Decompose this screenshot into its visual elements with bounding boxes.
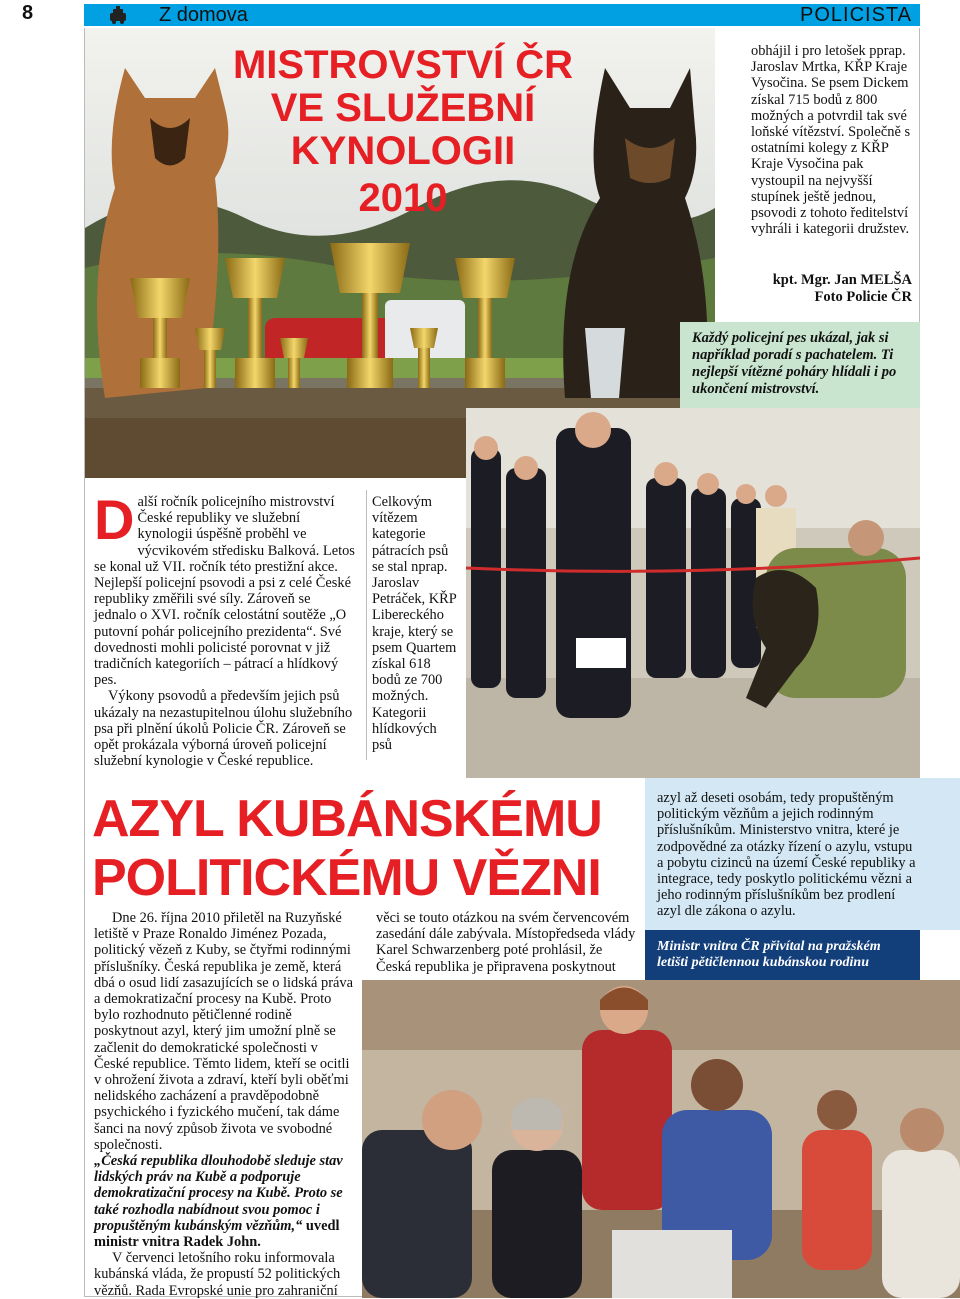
page-header xyxy=(22,2,920,26)
minister-family-photo xyxy=(362,980,960,1298)
article2-quote: „Česká republika dlouhodobě sleduje stav lidských práv na Kubě a podporuje demokratizační procesy na Kubě. Proto se také rozhodla nabídnout svou pomoc i propuštěným kubánským vězňům,“ xyxy=(94,1153,343,1234)
dog-training-photo xyxy=(466,408,920,778)
article2-col3-text: azyl až deseti osobám, tedy propuštěným politickým vězňům a jejich rodinným příslušníkům. Ministerstvo vnitra, které je zodpovědné za otázky řízení o azylu, vstupu a pobytu cizinců na území České republiky a integrace, tedy poskytlo politickému vězni a jeho rodinným příslušníkům bez prodlení azyl dle zákona o azylu. xyxy=(657,790,916,920)
article1-title-line: 2010 xyxy=(358,176,448,220)
article2-col2-text: věci se touto otázkou na svém červencovém zasedání dále zabývala. Místopředseda vlády Karel Schwarzenberg poté prohlásil, že Česká republika je připravena poskytnout xyxy=(376,910,636,975)
article2-title-line: AZYL KUBÁNSKÉMU xyxy=(92,790,602,848)
article1-paragraph: Výkony psovodů a především jejich psů ukázaly na nezastupitelnou úlohu služebního psa při plnění úkolů Policie ČR. Zároveň se opět prokázala výborná úroveň policejní služební kynologie v České republice. xyxy=(94,688,353,770)
article1-caption: Každý policejní pes ukázal, jak si například poradí s pachatelem. Ti nejlepší vítězné poháry hlídali i po ukončení mistrovství. xyxy=(692,330,897,397)
article1-title-line: VE SLUŽEBNÍ xyxy=(270,86,536,130)
article1-middle-column xyxy=(372,494,460,753)
dog-training-illustration xyxy=(466,408,920,778)
article1-paragraph: alší ročník policejního mistrovství České republiky ve služební kynologii úspěšně proběhl ve výcvikovém středisku Balková. Letos se konal už VII. ročník této prestižní akce. Nejlepší policejní psovodi a psi z celé České republiky změřili své síly. Zároveň se jednalo o XVI. ročník celostátní soutěže „O putovní pohár policejního prezidenta“. Své dovednosti mohli policisté porovnat v již tradičních kategoriích – pátrací a hlídkový pes. xyxy=(94,494,355,689)
article1-caption-box xyxy=(680,322,920,408)
article2-quote-tail: uvedl ministr vnitra Radek John. xyxy=(94,1217,340,1251)
article2-paragraph: Dne 26. října 2010 přiletěl na Ruzyňské letiště v Praze Ronaldo Jiménez Pozada, politický vězeň z Kuby, se čtyřmi rodinnými příslušníky. Česká republika je země, která dbá o osud lidí zasazujících se o lidská práva a demokratizační procesy na Kubě. Proto bylo rozhodnuto pětičlenné rodině poskytnout azyl, který jim umožní plně se začlenit do demokratické společnosti v České republice. Těmto lidem, kteří se ocitli v ohrožení života a zdraví, kteří byli oběťmi nelidského zacházení a pravděpodobně psychického i fyzického mučení, tak dáme šanci na nový způsob života ve svobodné společnosti. xyxy=(94,910,353,1153)
article1-title xyxy=(230,44,576,220)
article2-paragraph: V červenci letošního roku informovala kubánská vláda, že propustí 52 politických vězňů. Rada Evropské unie pro zahraniční xyxy=(94,1250,341,1299)
article2-caption-box xyxy=(645,930,920,980)
article1-dropcap: D xyxy=(94,488,135,551)
article2-column-2 xyxy=(376,910,640,975)
minister-family-illustration xyxy=(362,980,960,1298)
magazine-name: POLICISTA xyxy=(800,4,912,26)
article1-right-column xyxy=(751,43,911,237)
article1-title-line: MISTROVSTVÍ ČR xyxy=(232,43,574,87)
police-car-icon xyxy=(107,4,129,26)
article2-caption: Ministr vnitra ČR přivítal na pražském letišti pětičlennou kubánskou rodinu xyxy=(657,939,881,970)
article2-blue-box xyxy=(645,778,960,930)
article2-column-1 xyxy=(94,910,354,1299)
article1-byline xyxy=(720,272,912,306)
article1-middle-text: Celkovým vítězem kategorie pátracích psů se stal nprap. Jaroslav Petráček, KŘP Libereckého kraje, který se psem Quartem získal 618 bodů ze 700 možných. Kategorii hlídkových psů xyxy=(372,494,457,754)
left-rule-bottom xyxy=(84,778,85,1296)
article1-title-line: KYNOLOGII xyxy=(290,129,516,173)
section-name: Z domova xyxy=(159,4,248,26)
article2-title-line: POLITICKÉMU VĚZNI xyxy=(92,849,601,907)
article1-body xyxy=(94,488,356,770)
page-number: 8 xyxy=(22,2,34,24)
column-rule xyxy=(366,490,367,760)
author-name: kpt. Mgr. Jan MELŠA xyxy=(772,272,912,288)
article2-title xyxy=(92,790,602,908)
photo-credit: Foto Policie ČR xyxy=(814,289,912,305)
article1-right-text: obhájil i pro letošek pprap. Jaroslav Mrtka, KŘP Kraje Vysočina. Se psem Dickem získal 715 bodů z 800 možných a potvrdil tak své loňské vítězství. Společně s ostatními kolegy z KŘP Kraje Vysočina pak vystoupil na nejvyšší stupínek ještě jednou, psovodi z tohoto ředitelství vyhráli i kategorii družstev. xyxy=(751,43,911,238)
